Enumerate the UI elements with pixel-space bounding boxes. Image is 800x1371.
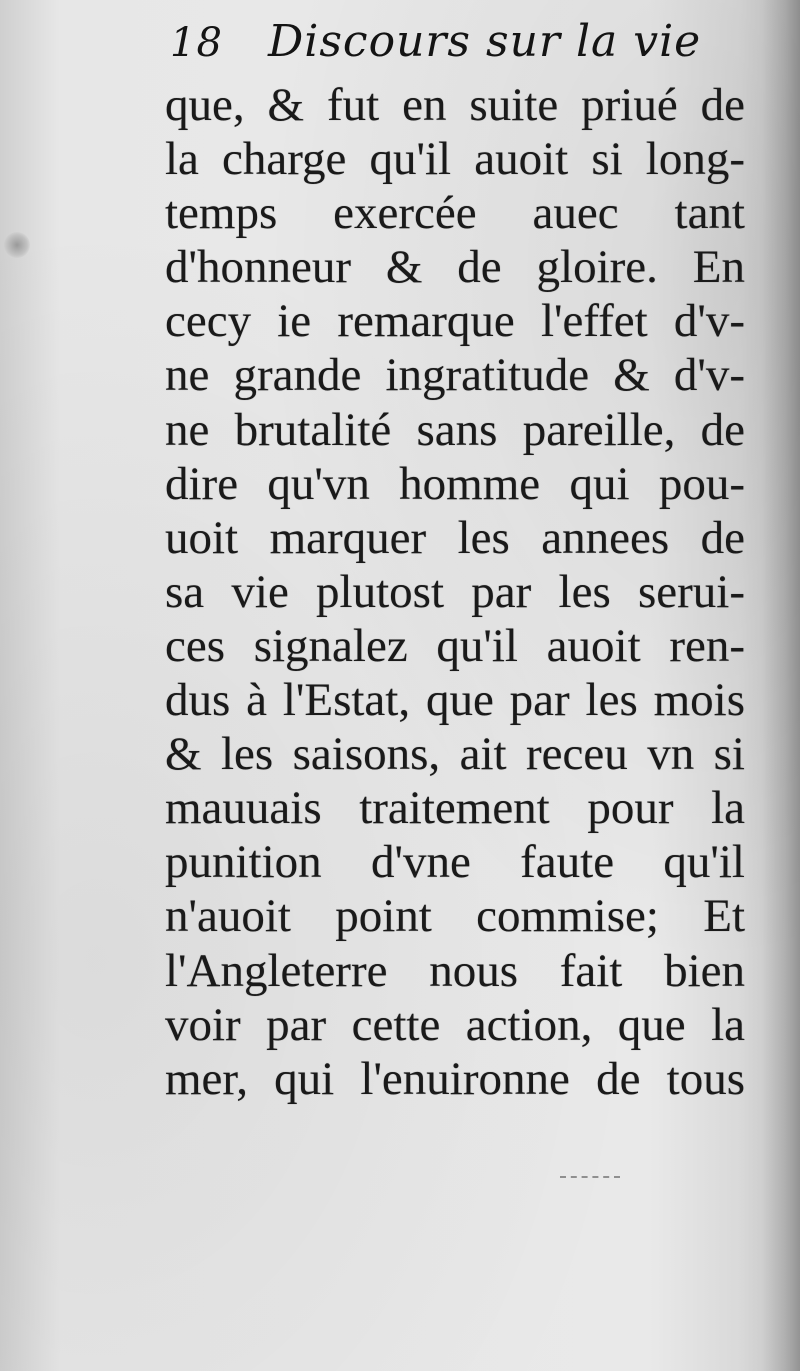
text-line: ne grande ingratitude & d'v- bbox=[165, 349, 745, 402]
page-header bbox=[160, 14, 750, 74]
text-line: la charge qu'il auoit si long- bbox=[165, 133, 745, 186]
page-number: 18 bbox=[170, 20, 223, 66]
text-line: cecy ie remarque l'effet d'v- bbox=[165, 295, 745, 348]
text-line: uoit marquer les annees de bbox=[165, 511, 745, 564]
text-line: dire qu'vn homme qui pou- bbox=[165, 457, 745, 510]
page-edge-shadow bbox=[762, 0, 800, 1371]
text-line: l'Angleterre nous fait bien bbox=[165, 944, 745, 997]
text-line: n'auoit point commise; Et bbox=[165, 890, 745, 943]
body-text bbox=[165, 78, 745, 1106]
text-line: sa vie plutost par les serui- bbox=[165, 565, 745, 618]
text-line: dus à l'Estat, que par les mois bbox=[165, 674, 745, 727]
text-line: & les saisons, ait receu vn si bbox=[165, 728, 745, 781]
text-line: que, & fut en suite priué de bbox=[165, 79, 745, 131]
catchword-mark bbox=[560, 1176, 620, 1184]
text-line: ne brutalité sans pareille, de bbox=[165, 403, 745, 456]
text-line: d'honneur & de gloire. En bbox=[165, 241, 745, 294]
text-line: ces signalez qu'il auoit ren- bbox=[165, 619, 745, 672]
running-title: Discours sur la vie bbox=[268, 16, 702, 67]
text-line: mauuais traitement pour la bbox=[165, 782, 745, 835]
text-line: temps exercée auec tant bbox=[165, 187, 745, 240]
text-line: voir par cette action, que la bbox=[165, 998, 745, 1051]
paper-stain bbox=[4, 232, 30, 258]
text-line: punition d'vne faute qu'il bbox=[165, 836, 745, 889]
text-line: mer, qui l'enuironne de tous bbox=[165, 1052, 745, 1105]
